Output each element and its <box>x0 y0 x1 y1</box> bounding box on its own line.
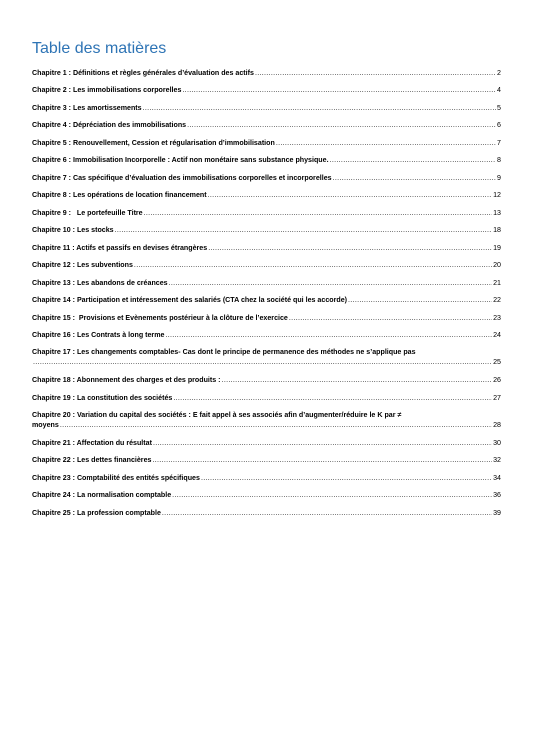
toc-entry-label: Chapitre 18 : Abonnement des charges et des produits : <box>32 376 221 384</box>
toc-leader-dots <box>143 103 496 113</box>
toc-entry-label: Chapitre 19 : La constitution des sociétés <box>32 393 173 402</box>
toc-page-number: 21 <box>493 278 501 287</box>
toc-entry-label: Chapitre 15 : Provisions et Evènements postérieur à la clôture de l’exercice <box>32 313 288 322</box>
toc-leader-dots <box>60 420 492 430</box>
toc-page-number: 2 <box>497 68 501 77</box>
toc-leader-dots <box>172 490 492 500</box>
toc-page-number: 27 <box>493 393 501 402</box>
toc-page-number: 5 <box>497 103 501 112</box>
toc-entry-chapter-6[interactable] <box>32 148 501 166</box>
toc-page-number: 23 <box>493 313 501 322</box>
toc-leader-dots <box>333 173 496 183</box>
toc-leader-dots <box>165 330 492 340</box>
toc-page <box>32 40 501 518</box>
toc-entry-label: Chapitre 8 : Les opérations de location financement <box>32 191 207 199</box>
toc-entry-chapter-5[interactable] <box>32 130 501 148</box>
toc-entry-chapter-10[interactable] <box>32 218 501 236</box>
toc-page-number: 20 <box>493 261 501 269</box>
toc-entry-label: Chapitre 9 : Le portefeuille Titre <box>32 208 143 217</box>
toc-entry-label: Chapitre 23 : Comptabilité des entités spécifiques <box>32 473 200 482</box>
toc-entry-label: Chapitre 3 : Les amortissements <box>32 103 142 112</box>
toc-entry-label: Chapitre 5 : Renouvellement, Cession et régularisation d’immobilisation <box>32 138 275 147</box>
toc-entry-label: Chapitre 21 : Affectation du résultat <box>32 438 152 447</box>
toc-entry-chapter-12[interactable] <box>32 253 501 271</box>
toc-entry-chapter-1[interactable] <box>32 60 501 78</box>
toc-entry-label: Chapitre 4 : Dépréciation des immobilisations <box>32 121 187 129</box>
toc-leader-dots <box>173 393 492 403</box>
toc-leader-dots <box>33 357 492 367</box>
toc-leader-dots <box>169 278 492 288</box>
toc-leader-dots <box>348 295 492 305</box>
toc-page-number: 6 <box>497 121 501 129</box>
toc-entry-chapter-14[interactable] <box>32 288 501 306</box>
toc-page-number: 13 <box>493 208 501 217</box>
toc-page-number: 30 <box>493 438 501 447</box>
toc-leader-dots <box>208 243 492 253</box>
toc-entry-chapter-24[interactable] <box>32 483 501 501</box>
toc-entry-label: Chapitre 12 : Les subventions <box>32 261 133 269</box>
toc-leader-dots <box>276 138 496 148</box>
toc-leader-dots <box>152 455 492 465</box>
toc-page-number: 25 <box>493 358 501 366</box>
toc-entry-chapter-19[interactable] <box>32 385 501 403</box>
toc-page-number: 32 <box>493 456 501 464</box>
toc-page-number: 19 <box>493 243 501 252</box>
toc-leader-dots <box>187 120 496 130</box>
toc-page-number: 28 <box>493 420 501 429</box>
toc-entry-chapter-7[interactable] <box>32 165 501 183</box>
toc-leader-dots <box>255 68 496 78</box>
toc-entry-label-cont: moyens <box>32 420 59 429</box>
toc-entry-chapter-17[interactable] <box>32 340 501 368</box>
toc-entry-chapter-25[interactable] <box>32 500 501 518</box>
toc-page-number: 12 <box>493 191 501 199</box>
toc-entry-chapter-21[interactable] <box>32 430 501 448</box>
toc-page-number: 4 <box>497 86 501 94</box>
toc-entry-chapter-16[interactable] <box>32 323 501 341</box>
toc-entry-label: Chapitre 2 : Les immobilisations corporelles <box>32 86 182 94</box>
toc-leader-dots <box>289 313 492 323</box>
toc-entry-chapter-23[interactable] <box>32 465 501 483</box>
toc-leader-dots <box>330 155 496 165</box>
toc-entry-label: Chapitre 25 : La profession comptable <box>32 508 161 517</box>
toc-entry-label: Chapitre 22 : Les dettes financières <box>32 456 152 464</box>
toc-entry-chapter-9[interactable] <box>32 200 501 218</box>
toc-entry-label: Chapitre 10 : Les stocks <box>32 226 114 234</box>
toc-leader-dots <box>182 85 496 95</box>
toc-entry-label: Chapitre 24 : La normalisation comptable <box>32 491 172 499</box>
toc-list <box>32 60 501 518</box>
toc-entry-chapter-20[interactable] <box>32 403 501 431</box>
toc-entry-label: Chapitre 7 : Cas spécifique d’évaluation des immobilisations corporelles et incorporelles <box>32 173 332 182</box>
toc-page-number: 8 <box>497 156 501 164</box>
toc-title: Table des matières <box>32 40 167 57</box>
toc-leader-dots <box>208 190 492 200</box>
toc-entry-chapter-11[interactable] <box>32 235 501 253</box>
toc-entry-chapter-8[interactable] <box>32 183 501 201</box>
toc-entry-continuation <box>32 357 501 367</box>
toc-page-number: 7 <box>497 138 501 147</box>
toc-entry-continuation <box>32 420 501 430</box>
toc-entry-label: Chapitre 1 : Définitions et règles générales d’évaluation des actifs <box>32 68 254 77</box>
toc-entry-chapter-18[interactable] <box>32 368 501 386</box>
toc-page-number: 24 <box>493 331 501 339</box>
toc-entry-chapter-4[interactable] <box>32 113 501 131</box>
toc-entry-label: Chapitre 13 : Les abandons de créances <box>32 278 168 287</box>
toc-entry-label: Chapitre 20 : Variation du capital des sociétés : E fait appel à ses associés afin d’augmenter/réduire le K par ≠ <box>32 410 402 419</box>
toc-page-number: 39 <box>493 508 501 517</box>
toc-entry-label: Chapitre 6 : Immobilisation Incorporelle : Actif non monétaire sans substance physique. <box>32 156 329 164</box>
toc-page-number: 9 <box>497 173 501 182</box>
toc-page-number: 36 <box>493 491 501 499</box>
toc-entry-label: Chapitre 14 : Participation et intéressement des salariés (CTA chez la société qui les accorde) <box>32 296 347 304</box>
toc-leader-dots <box>162 508 492 518</box>
toc-leader-dots <box>222 375 493 385</box>
toc-entry-chapter-13[interactable] <box>32 270 501 288</box>
toc-leader-dots <box>134 260 492 270</box>
toc-entry-chapter-2[interactable] <box>32 78 501 96</box>
toc-entry-chapter-22[interactable] <box>32 448 501 466</box>
toc-entry-chapter-15[interactable] <box>32 305 501 323</box>
toc-leader-dots <box>144 208 492 218</box>
toc-leader-dots <box>153 438 492 448</box>
toc-leader-dots <box>201 473 492 483</box>
toc-leader-dots <box>115 225 493 235</box>
toc-page-number: 34 <box>493 473 501 482</box>
toc-page-number: 26 <box>493 376 501 384</box>
toc-entry-label: Chapitre 17 : Les changements comptables- Cas dont le principe de permanence des méthodes ne s’applique pas <box>32 348 416 356</box>
toc-entry-label: Chapitre 16 : Les Contrats à long terme <box>32 331 165 339</box>
toc-entry-label: Chapitre 11 : Actifs et passifs en devises étrangères <box>32 243 208 252</box>
toc-page-number: 18 <box>493 226 501 234</box>
toc-entry-chapter-3[interactable] <box>32 95 501 113</box>
toc-page-number: 22 <box>493 296 501 304</box>
